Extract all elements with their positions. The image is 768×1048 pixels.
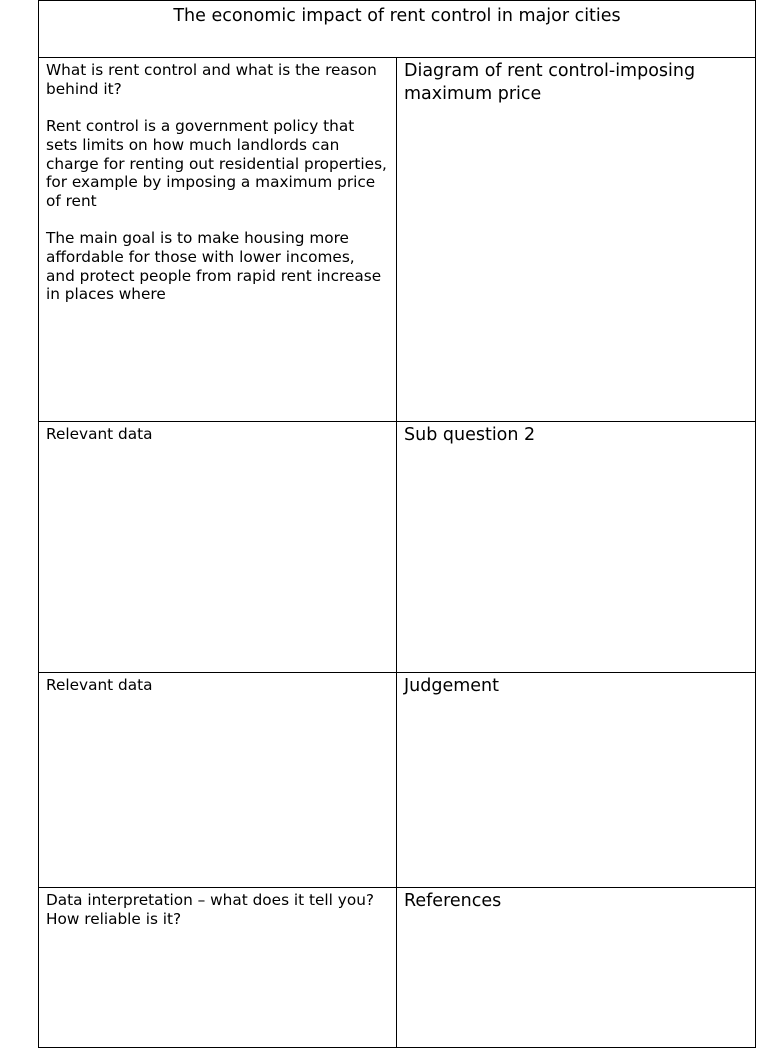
worksheet-row (39, 58, 756, 422)
diagram-heading: Diagram of rent control-imposing maximum price (404, 61, 696, 104)
data-interpretation-heading: Data interpretation – what does it tell you? How reliable is it? (46, 891, 375, 928)
sub-question-cell[interactable] (397, 422, 756, 673)
diagram-cell[interactable] (397, 58, 756, 422)
definition-cell[interactable] (39, 58, 397, 422)
worksheet-row (39, 673, 756, 888)
relevant-data-cell[interactable] (39, 673, 397, 888)
judgement-heading: Judgement (404, 676, 500, 696)
definition-paragraph: Rent control is a government policy that sets limits on how much landlords can charge for renting out residential properties, for example by imposing a maximum price of rent (46, 117, 387, 210)
sub-question-heading: Sub question 2 (404, 425, 536, 445)
references-heading: References (404, 891, 502, 911)
worksheet-page (38, 0, 755, 1040)
worksheet-row (39, 422, 756, 673)
worksheet-table (38, 0, 756, 1048)
relevant-data-cell[interactable] (39, 422, 397, 673)
definition-question: What is rent control and what is the reason behind it? (46, 61, 377, 98)
document-title: The economic impact of rent control in major cities (39, 1, 756, 58)
title-row (39, 1, 756, 58)
goal-paragraph: The main goal is to make housing more affordable for those with lower incomes, and protect people from rapid rent increase in places where (46, 229, 382, 304)
relevant-data-heading: Relevant data (46, 676, 153, 694)
relevant-data-heading: Relevant data (46, 425, 153, 443)
judgement-cell[interactable] (397, 673, 756, 888)
